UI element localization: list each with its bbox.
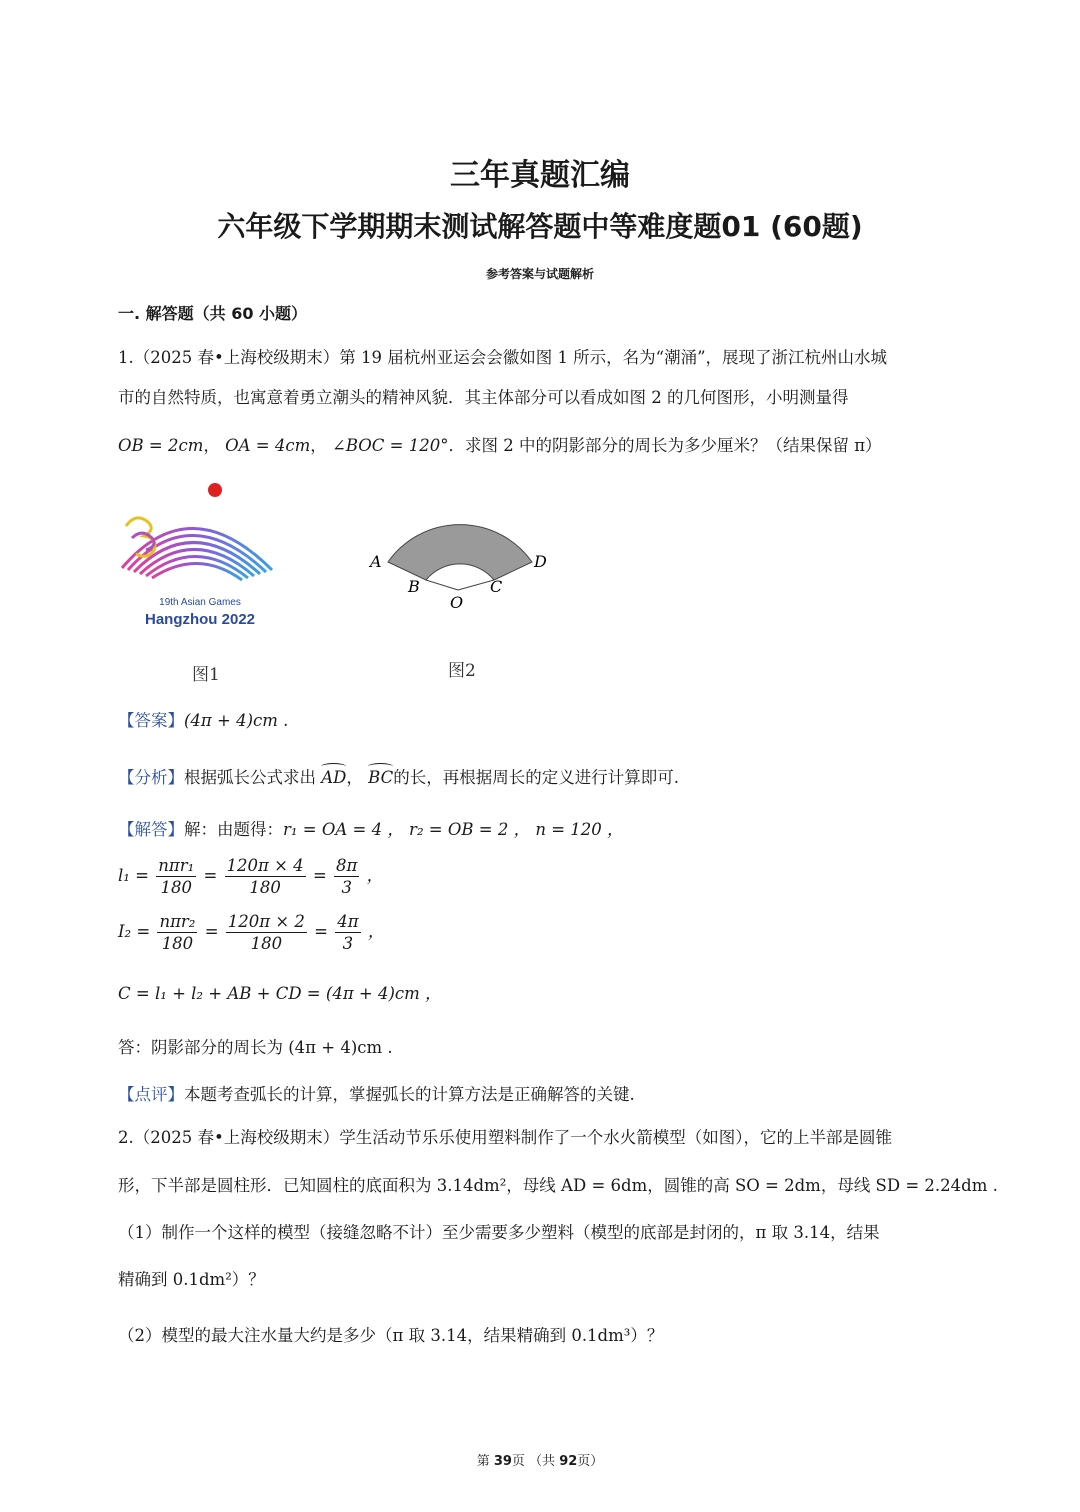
point-c-label: C <box>490 577 503 596</box>
l2-f3-num: 4π <box>337 912 359 931</box>
l2-comma: ， <box>367 922 385 941</box>
review-text: 本题考查弧长的计算，掌握弧长的计算方法是正确解答的关键. <box>184 1085 635 1104</box>
solution-tag: 【解答】 <box>118 820 184 839</box>
l2-lhs: I₂ = <box>118 922 151 941</box>
figure-1-caption: 图1 <box>192 665 220 685</box>
annular-sector-diagram <box>360 492 560 617</box>
arc-bc: BC <box>368 768 394 787</box>
l2-fraction-3 <box>335 912 360 953</box>
footer-pre: 第 <box>476 1454 494 1469</box>
q1-final-answer: 答：阴影部分的周长为 (4π + 4)cm . <box>118 1038 393 1057</box>
l2-f2-num: 120π × 2 <box>227 912 305 931</box>
l2-f3-den: 3 <box>342 934 354 953</box>
q1-line-3 <box>118 432 882 456</box>
point-b-label: B <box>408 577 420 596</box>
analysis-sep: ， <box>346 768 363 787</box>
l1-fraction-2 <box>225 856 306 897</box>
segment-co <box>458 580 494 590</box>
red-sun-icon <box>208 483 222 497</box>
q2-line-4: 精确到 0.1dm²）？ <box>118 1270 265 1289</box>
q2-line-5: （2）模型的最大注水量大约是多少（π 取 3.14，结果精确到 0.1dm³）？ <box>118 1326 664 1345</box>
arc-ad: AD <box>321 768 347 787</box>
q1-analysis <box>118 764 679 788</box>
analysis-text-b: 的长，再根据周长的定义进行计算即可. <box>393 768 679 787</box>
q1-oa: OA = 4cm <box>225 436 311 455</box>
l2-eq-2: = <box>314 922 328 941</box>
analysis-text-a: 根据弧长公式求出 <box>184 768 316 787</box>
solution-values: r₁ = OA = 4 ， r₂ = OB = 2 ， n = 120 ， <box>283 820 624 839</box>
l1-f1-den: 180 <box>160 878 192 897</box>
review-tag: 【点评】 <box>118 1085 184 1104</box>
page-number: 39 <box>493 1454 512 1469</box>
q2-line-2: 形，下半部是圆柱形．已知圆柱的底面积为 3.14dm²，母线 AD = 6dm，圆锥的高 SO = 2dm，母线 SD = 2.24dm . <box>118 1176 998 1195</box>
l1-f3-num: 8π <box>336 856 358 875</box>
document-subtitle: 六年级下学期期末测试解答题中等难度题01 (60题) <box>217 210 863 243</box>
section-heading: 一. 解答题（共 60 小题） <box>118 304 308 323</box>
perimeter-equation: C = l₁ + l₂ + AB + CD = (4π + 4)cm ， <box>118 984 442 1003</box>
l1-f2-num: 120π × 4 <box>226 856 304 875</box>
l1-comma: ， <box>366 866 384 885</box>
q1-ob: OB = 2cm <box>118 436 204 455</box>
point-o-label: O <box>450 593 464 612</box>
point-d-label: D <box>534 552 547 571</box>
reference-caption: 参考答案与试题解析 <box>485 267 594 281</box>
asian-games-logo <box>110 478 290 638</box>
l1-eq-1: = <box>203 866 218 885</box>
q2-line-1: 2.（2025 春•上海校级期末）学生活动节乐乐使用塑料制作了一个水火箭模型（如图），它的上半部是圆锥 <box>118 1128 892 1147</box>
l1-f2-den: 180 <box>249 878 281 897</box>
q1-solution <box>118 816 624 840</box>
l1-fraction-3 <box>334 856 359 897</box>
q1-question: ．求图 2 中的阴影部分的周长为多少厘米？（结果保留 π） <box>448 436 882 455</box>
shaded-region <box>388 525 532 580</box>
q1-sep-2: ， <box>310 436 327 455</box>
point-a-label: A <box>370 552 382 571</box>
figure-2-caption: 图2 <box>448 661 476 681</box>
l2-fraction-1 <box>157 912 197 953</box>
logo-text-line-2: Hangzhou 2022 <box>144 611 256 628</box>
page-footer <box>0 1450 1080 1469</box>
answer-tag: 【答案】 <box>118 711 184 730</box>
l2-equation <box>118 912 384 953</box>
l1-equation <box>118 856 383 897</box>
l2-eq-1: = <box>204 922 219 941</box>
l1-eq-2: = <box>312 866 327 885</box>
q1-line-2: 市的自然特质，也寓意着勇立潮头的精神风貌．其主体部分可以看成如图 2 的几何图形，小明测量得 <box>118 388 849 407</box>
logo-text-line-1: 19th Asian Games <box>159 597 241 608</box>
l2-f1-den: 180 <box>161 934 194 953</box>
q1-answer <box>118 707 288 731</box>
page-total: 92 <box>559 1454 578 1469</box>
q1-sep-1: ， <box>203 436 220 455</box>
l1-fraction-1 <box>156 856 196 897</box>
q1-line-1: 1.（2025 春•上海校级期末）第 19 届杭州亚运会会徽如图 1 所示，名为“潮涌”，展现了浙江杭州山水城 <box>118 348 888 367</box>
l2-f1-num: nπr₂ <box>159 912 196 931</box>
l2-fraction-2 <box>226 912 307 953</box>
figure-2-diagram <box>360 492 560 617</box>
q2-line-3: （1）制作一个这样的模型（接缝忽略不计）至少需要多少塑料（模型的底部是封闭的，π 取 3.14，结果 <box>118 1223 880 1242</box>
analysis-tag: 【分析】 <box>118 768 184 787</box>
answer-value: (4π + 4)cm . <box>184 711 289 730</box>
solution-intro: 解：由题得： <box>184 820 283 839</box>
document-title: 三年真题汇编 <box>450 158 630 193</box>
segment-bo <box>426 580 458 590</box>
l1-f1-num: nπr₁ <box>158 856 195 875</box>
l1-lhs: l₁ = <box>118 866 149 885</box>
figure-1-logo <box>110 478 290 638</box>
footer-post: 页） <box>577 1454 604 1469</box>
l2-f2-den: 180 <box>250 934 283 953</box>
footer-mid: 页 （共 <box>511 1454 560 1469</box>
q1-angle: ∠BOC = 120° <box>332 436 449 455</box>
q1-review <box>118 1081 635 1105</box>
l1-f3-den: 3 <box>341 878 352 897</box>
